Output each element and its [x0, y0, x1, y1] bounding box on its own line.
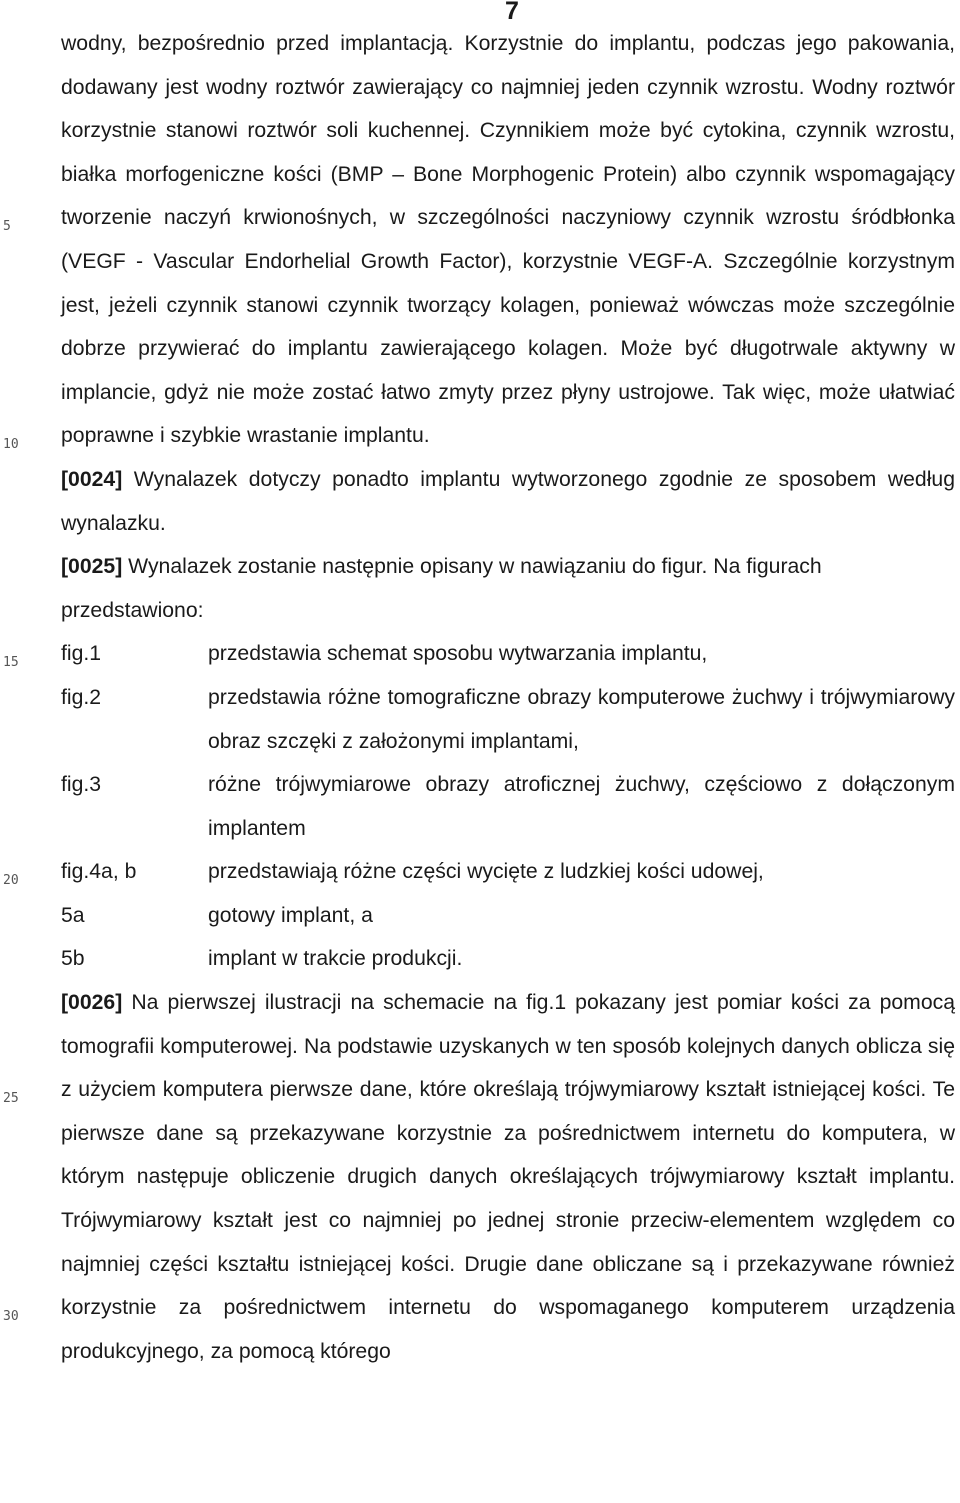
page-number: 7: [505, 0, 519, 25]
figure-label: 5b: [61, 947, 85, 971]
line-number: 15: [3, 655, 19, 670]
body-text: [61, 22, 955, 1373]
paragraph-0024: [61, 458, 955, 545]
line-number: 20: [3, 873, 19, 888]
paragraph-text-0025: Wynalazek zostanie następnie opisany w nawiązaniu do figur. Na figurach przedstawiono:: [61, 555, 822, 622]
figure-description: różne trójwymiarowe obrazy atroficznej żuchwy, częściowo z dołączonym implantem: [208, 773, 955, 840]
figure-description: przedstawiają różne części wycięte z ludzkiej kości udowej,: [208, 860, 764, 884]
figure-list-item: [61, 850, 955, 894]
figure-description: gotowy implant, a: [208, 903, 373, 927]
paragraph-ref-0025: [0025]: [61, 555, 123, 579]
figure-description: przedstawia różne tomograficzne obrazy komputerowe żuchwy i trójwymiarowy obraz szczęki z założonymi implantami,: [208, 685, 955, 753]
paragraph-0025: [61, 545, 955, 632]
paragraph-0026: [61, 981, 955, 1373]
figure-label: fig.3: [61, 773, 102, 797]
line-number: 30: [3, 1309, 19, 1324]
figure-label: fig.2: [61, 685, 102, 709]
figure-list: [61, 632, 955, 981]
figure-label: fig.4a, b: [61, 860, 137, 884]
line-number: 5: [3, 219, 11, 234]
figure-label: 5a: [61, 903, 85, 927]
paragraph-text-0026: Na pierwszej ilustracji na schemacie na fig.1 pokazany jest pomiar kości za pomocą tomografii komputerowej. Na podstawie uzyskanych w ten sposób kolejnych danych oblicza się z użyciem komputera pierwsze dane, które określają trójwymiarowy kształt istniejącej kości. Te pierwsze dane są przekazywane korzystnie za pośrednictwem internetu do komputera, w którym następuje obliczenie drugich danych określających trójwymiarowy kształt implantu. Trójwymiarowy kształt jest co najmniej po jednej stronie przeciw-elementem względem co najmniej części kształtu istniejącej kości. Drugie dane obliczane są i przekazywane również korzystnie za pośrednictwem internetu do wspomaganego komputerem urządzenia produkcyjnego, za pomocą którego: [61, 991, 955, 1363]
figure-label: fig.1: [61, 642, 102, 666]
figure-list-item: [61, 894, 955, 938]
figure-list-item: [61, 763, 955, 850]
figure-list-item: [61, 937, 955, 981]
line-number-margin: [0, 0, 40, 1503]
paragraph-continuation: wodny, bezpośrednio przed implantacją. Korzystnie do implantu, podczas jego pakowania, dodawany jest wodny roztwór zawierający co najmniej jeden czynnik wzrostu. Wodny roztwór korzystnie stanowi roztwór soli kuchennej. Czynnikiem może być cytokina, czynnik wzrostu, białka morfogeniczne kości (BMP – Bone Morphogenic Protein) albo czynnik wspomagający tworzenie naczyń krwionośnych, w szczególności naczyniowy czynnik wzrostu śródbłonka (VEGF - Vascular Endorhelial Growth Factor), korzystnie VEGF-A. Szczególnie korzystnym jest, jeżeli czynnik stanowi czynnik tworzący kolagen, ponieważ wówczas może szczególnie dobrze przywierać do implantu zawierającego kolagen. Może być długotrwale aktywny w implancie, gdyż nie może zostać łatwo zmyty przez płyny ustrojowe. Tak więc, może ułatwiać poprawne i szybkie wrastanie implantu.: [61, 32, 955, 448]
figure-description: implant w trakcie produkcji.: [208, 947, 463, 971]
paragraph-text-0024: Wynalazek dotyczy ponadto implantu wytworzonego zgodnie ze sposobem według wynalazku.: [61, 467, 955, 535]
paragraph-ref-0026: [0026]: [61, 991, 123, 1015]
paragraph-ref-0024: [0024]: [61, 467, 123, 491]
figure-list-item: [61, 632, 955, 676]
figure-list-item: [61, 676, 955, 763]
line-number: 10: [3, 437, 19, 452]
figure-description: przedstawia schemat sposobu wytwarzania implantu,: [208, 642, 708, 666]
line-number: 25: [3, 1091, 19, 1106]
